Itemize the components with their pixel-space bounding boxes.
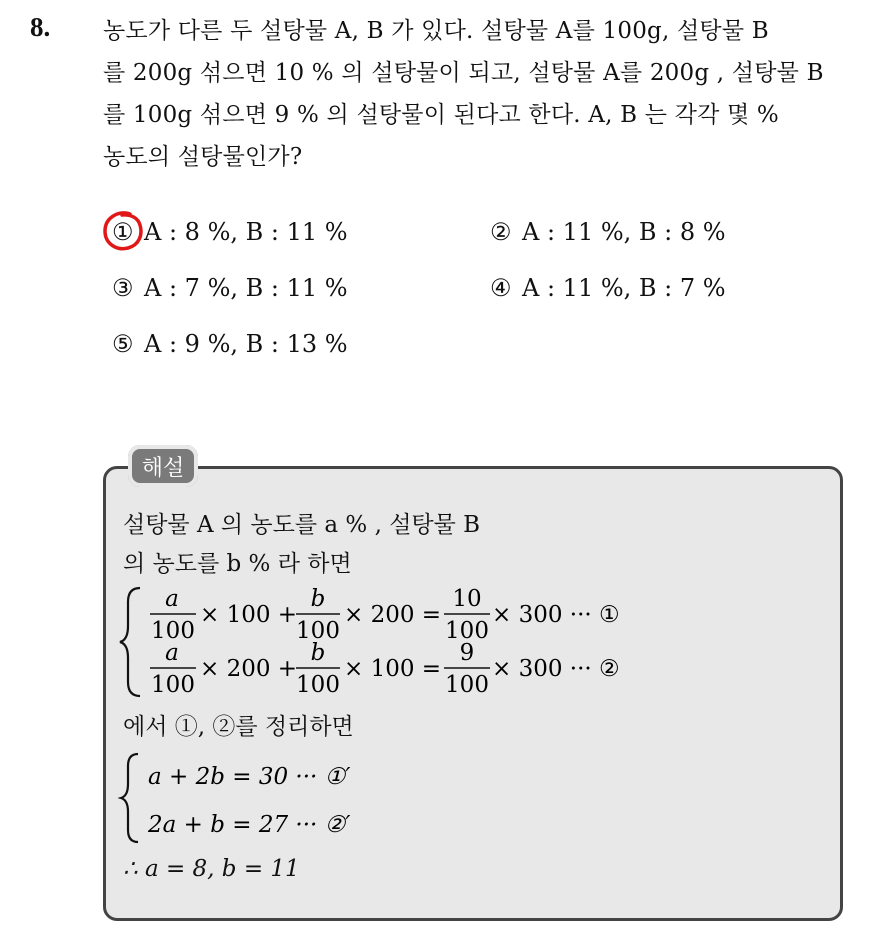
question-text <box>103 10 863 178</box>
solution-line: 설탕물 A 의 농도를 a % , 설탕물 B <box>123 512 481 538</box>
fraction-numerator: a <box>165 640 179 666</box>
fraction-denominator: 100 <box>445 618 489 644</box>
system-equation: a + 2b = 30 ··· ①′ <box>148 764 351 790</box>
equation-system-2 <box>118 750 418 846</box>
choice-text: A : 9 %, B : 13 % <box>144 330 348 358</box>
choice-number: ② <box>490 218 512 246</box>
fraction-numerator: b <box>310 640 326 666</box>
fraction-numerator: b <box>310 586 326 612</box>
choice-number: ⑤ <box>112 330 134 358</box>
choice-text: A : 7 %, B : 11 % <box>144 274 348 302</box>
fraction-numerator: a <box>165 586 179 612</box>
choice-number: ③ <box>112 274 134 302</box>
question-line: 농도의 설탕물인가? <box>103 144 303 170</box>
choice-5[interactable] <box>112 330 348 358</box>
fraction-denominator: 100 <box>296 672 340 698</box>
choice-text: A : 11 %, B : 8 % <box>522 218 726 246</box>
fraction-denominator: 100 <box>151 618 195 644</box>
equation-system-1 <box>118 584 678 700</box>
choice-2[interactable] <box>490 218 726 246</box>
fraction-denominator: 100 <box>151 672 195 698</box>
solution-line: 의 농도를 b % 라 하면 <box>123 551 352 577</box>
fraction-denominator: 100 <box>445 672 489 698</box>
left-brace <box>120 588 140 696</box>
choice-number: ① <box>112 218 134 246</box>
equation-term: × 300 ··· ② <box>492 656 620 682</box>
left-brace <box>121 754 138 842</box>
fraction-numerator: 10 <box>452 586 482 612</box>
system-equation: 2a + b = 27 ··· ②′ <box>148 812 351 838</box>
question-line: 를 200g 섞으면 10 % 의 설탕물이 되고, 설탕물 A를 200g , 설탕물 B <box>103 60 824 86</box>
equation-term: × 200 + <box>200 656 298 682</box>
choice-3[interactable] <box>112 274 348 302</box>
choice-text: A : 11 %, B : 7 % <box>522 274 726 302</box>
choice-4[interactable] <box>490 274 726 302</box>
question-number: 8. <box>30 12 51 42</box>
question-line: 를 100g 섞으면 9 % 의 설탕물이 된다고 한다. A, B 는 각각 몇 % <box>103 102 779 128</box>
question-line: 농도가 다른 두 설탕물 A, B 가 있다. 설탕물 A를 100g, 설탕물 B <box>103 18 769 44</box>
equation-term: × 100 + <box>200 602 298 628</box>
choice-1[interactable] <box>112 218 348 246</box>
equation-term: × 300 ··· ① <box>492 602 620 628</box>
equation-term: × 200 = <box>344 602 442 628</box>
fraction-denominator: 100 <box>296 618 340 644</box>
solution-label: 해설 <box>128 445 198 487</box>
solution-conclusion: ∴ a = 8, b = 11 <box>123 856 300 882</box>
answer-circle-mark <box>100 208 146 254</box>
choice-number: ④ <box>490 274 512 302</box>
solution-line: 에서 ①, ②를 정리하면 <box>123 714 354 740</box>
fraction-numerator: 9 <box>459 640 475 666</box>
choice-text: A : 8 %, B : 11 % <box>144 218 348 246</box>
equation-term: × 100 = <box>344 656 442 682</box>
